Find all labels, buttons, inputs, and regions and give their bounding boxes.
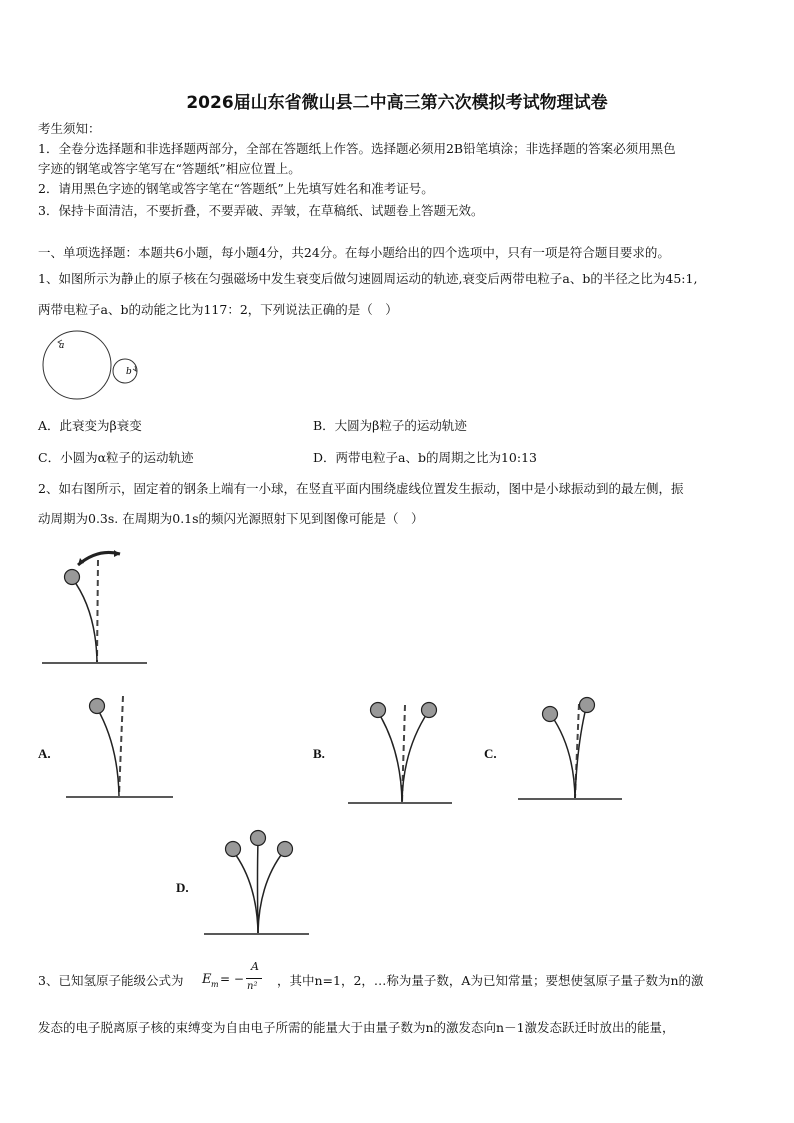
notice-item-1-cont: 字迹的钢笔或答字笔写在“答题纸”相应位置上。 (38, 161, 301, 176)
q3-line1-pre: 3、已知氢原子能级公式为 (38, 973, 184, 988)
q2-option-a-figure (60, 690, 180, 800)
q1-option-c: C．小圆为α粒子的运动轨迹 (38, 450, 194, 465)
q2-option-c-figure (515, 690, 625, 802)
formula-lhs: E (202, 972, 212, 987)
swing-arrow (78, 552, 120, 565)
notice-item-2: 2．请用黑色字迹的钢笔或答字笔在“答题纸”上先填写姓名和准考证号。 (38, 181, 434, 196)
notice-item-1: 1．全卷分选择题和非选择题两部分，全部在答题纸上作答。选择题必须用2B铅笔填涂；非选择题的答案必须用黑色 (38, 141, 676, 156)
q2-option-d-figure (200, 825, 315, 940)
notice-heading: 考生须知： (38, 121, 101, 136)
formula-eq: = − (220, 972, 244, 986)
page-title: 2026届山东省微山县二中高三第六次模拟考试物理试卷 (186, 93, 608, 113)
q2-option-b-label: B. (313, 746, 325, 761)
q1-line2: 两带电粒子a、b的动能之比为117：2，下列说法正确的是（ ） (38, 302, 398, 317)
formula-sub: m (211, 980, 219, 989)
equilibrium-dashed-line (97, 560, 98, 662)
q2-main-figure (40, 540, 160, 670)
notice-item-3: 3．保持卡面清洁，不要折叠，不要弄破、弄皱，在草稿纸、试题卷上答题无效。 (38, 203, 484, 218)
q2-line1: 2、如右图所示，固定着的钢条上端有一小球，在竖直平面内围绕虚线位置发生振动，图中是小球振动到的最左侧，振 (38, 481, 684, 496)
q3-line2: 发态的电子脱离原子核的束缚变为自由电子所需的能量大于由量子数为n的激发态向n－1激发态跃迁时放出的能量， (38, 1020, 675, 1035)
q1-orbit-figure (40, 328, 150, 403)
ball (65, 570, 80, 585)
q2-option-a-label: A. (38, 746, 51, 761)
orbit-label-b: b (126, 367, 132, 377)
formula-numerator: A (251, 960, 259, 973)
section-heading: 一、单项选择题：本题共6小题，每小题4分，共24分。在每小题给出的四个选项中，只有一项是符合题目要求的。 (38, 245, 670, 260)
q2-line2: 动周期为0.3s. 在周期为0.1s的频闪光源照射下见到图像可能是（ ） (38, 511, 424, 526)
q2-option-b-figure (345, 695, 455, 807)
q1-option-b: B．大圆为β粒子的运动轨迹 (313, 418, 467, 433)
large-orbit (43, 331, 111, 399)
q3-line1-post: ，其中n=1，2，…称为量子数，A为已知常量；要想使氢原子量子数为n的激 (277, 973, 704, 988)
q1-line1: 1、如图所示为静止的原子核在匀强磁场中发生衰变后做匀速圆周运动的轨迹,衰变后两带电粒子a、b的半径之比为45:1, (38, 271, 698, 286)
q1-option-a: A．此衰变为β衰变 (38, 418, 142, 433)
q2-option-d-label: D. (176, 880, 189, 895)
orbit-label-a: a (59, 341, 65, 351)
q1-option-d: D．两带电粒子a、b的周期之比为10:13 (313, 450, 537, 465)
steel-strip (72, 578, 97, 662)
energy-formula (200, 958, 275, 1000)
formula-denominator: n² (247, 981, 258, 992)
q2-option-c-label: C. (484, 746, 497, 761)
small-orbit (113, 359, 137, 383)
